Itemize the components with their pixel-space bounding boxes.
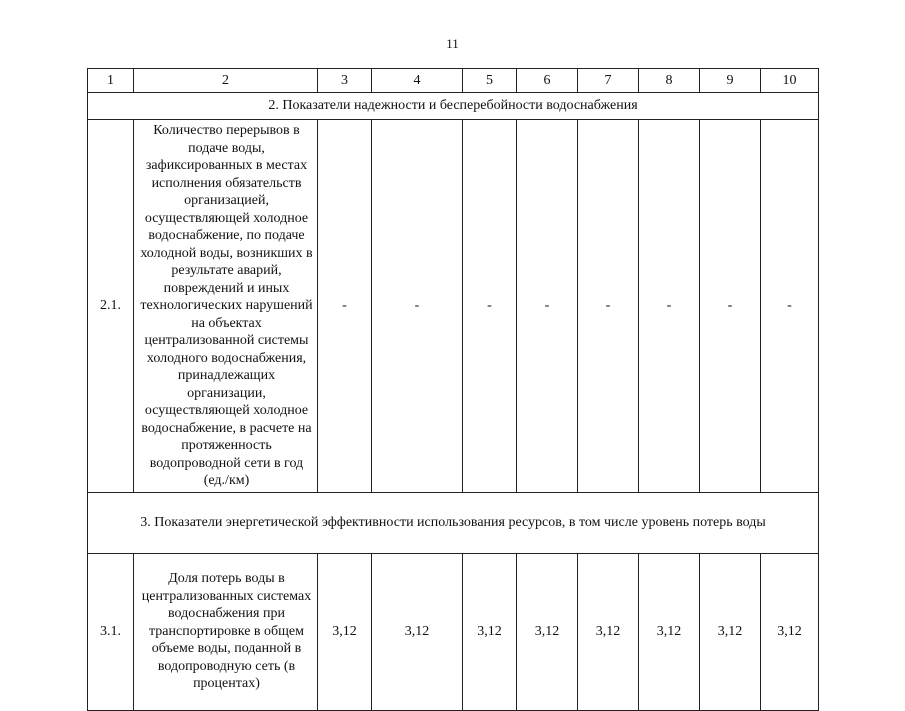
section-title-text: 3. Показатели энергетической эффективности использования ресурсов, в том числе уровень потерь воды [140,514,766,530]
row-number: 3.1. [88,553,134,710]
table-row [88,120,819,493]
header-cell: 10 [761,69,819,93]
section-row [88,93,819,120]
value-cell: - [372,120,463,493]
header-cell: 7 [578,69,639,93]
header-cell: 9 [700,69,761,93]
section-title [88,93,819,120]
value-cell: 3,12 [318,553,372,710]
row-description: Доля потерь воды в централизованных системах водоснабжения при транспортировке в общем объеме воды, поданной в водопроводную сеть (в процентах) [134,553,318,710]
value-cell: 3,12 [372,553,463,710]
value-cell: - [761,120,819,493]
value-cell: 3,12 [761,553,819,710]
row-number: 2.1. [88,120,134,493]
value-cell: - [700,120,761,493]
value-cell: - [639,120,700,493]
header-cell: 6 [517,69,578,93]
value-cell: - [463,120,517,493]
row-description: Количество перерывов в подаче воды, зафиксированных в местах исполнения обязательств организацией, осуществляющей холодное водоснабжение, по подаче холодной воды, возникших в результате аварий, повреждений и иных технологических нарушений на объектах централизованной системы холодного водоснабжения, принадлежащих организации, осуществляющей холодное водоснабжение, в расчете на протяженность водопроводной сети в год (ед./км) [134,120,318,493]
value-cell: - [318,120,372,493]
indicators-table [87,68,819,711]
section-title-text: 2. Показатели надежности и бесперебойности водоснабжения [268,98,638,113]
value-cell: 3,12 [639,553,700,710]
value-cell: 3,12 [700,553,761,710]
header-cell: 2 [134,69,318,93]
header-cell: 3 [318,69,372,93]
header-cell: 5 [463,69,517,93]
header-cell: 1 [88,69,134,93]
section-title [88,492,819,553]
value-cell: 3,12 [517,553,578,710]
value-cell: - [517,120,578,493]
header-cell: 8 [639,69,700,93]
value-cell: 3,12 [578,553,639,710]
page-number: 11 [446,36,459,51]
table-row [88,553,819,710]
section-row [88,492,819,553]
table-header-row [88,69,819,93]
header-cell: 4 [372,69,463,93]
value-cell: 3,12 [463,553,517,710]
value-cell: - [578,120,639,493]
